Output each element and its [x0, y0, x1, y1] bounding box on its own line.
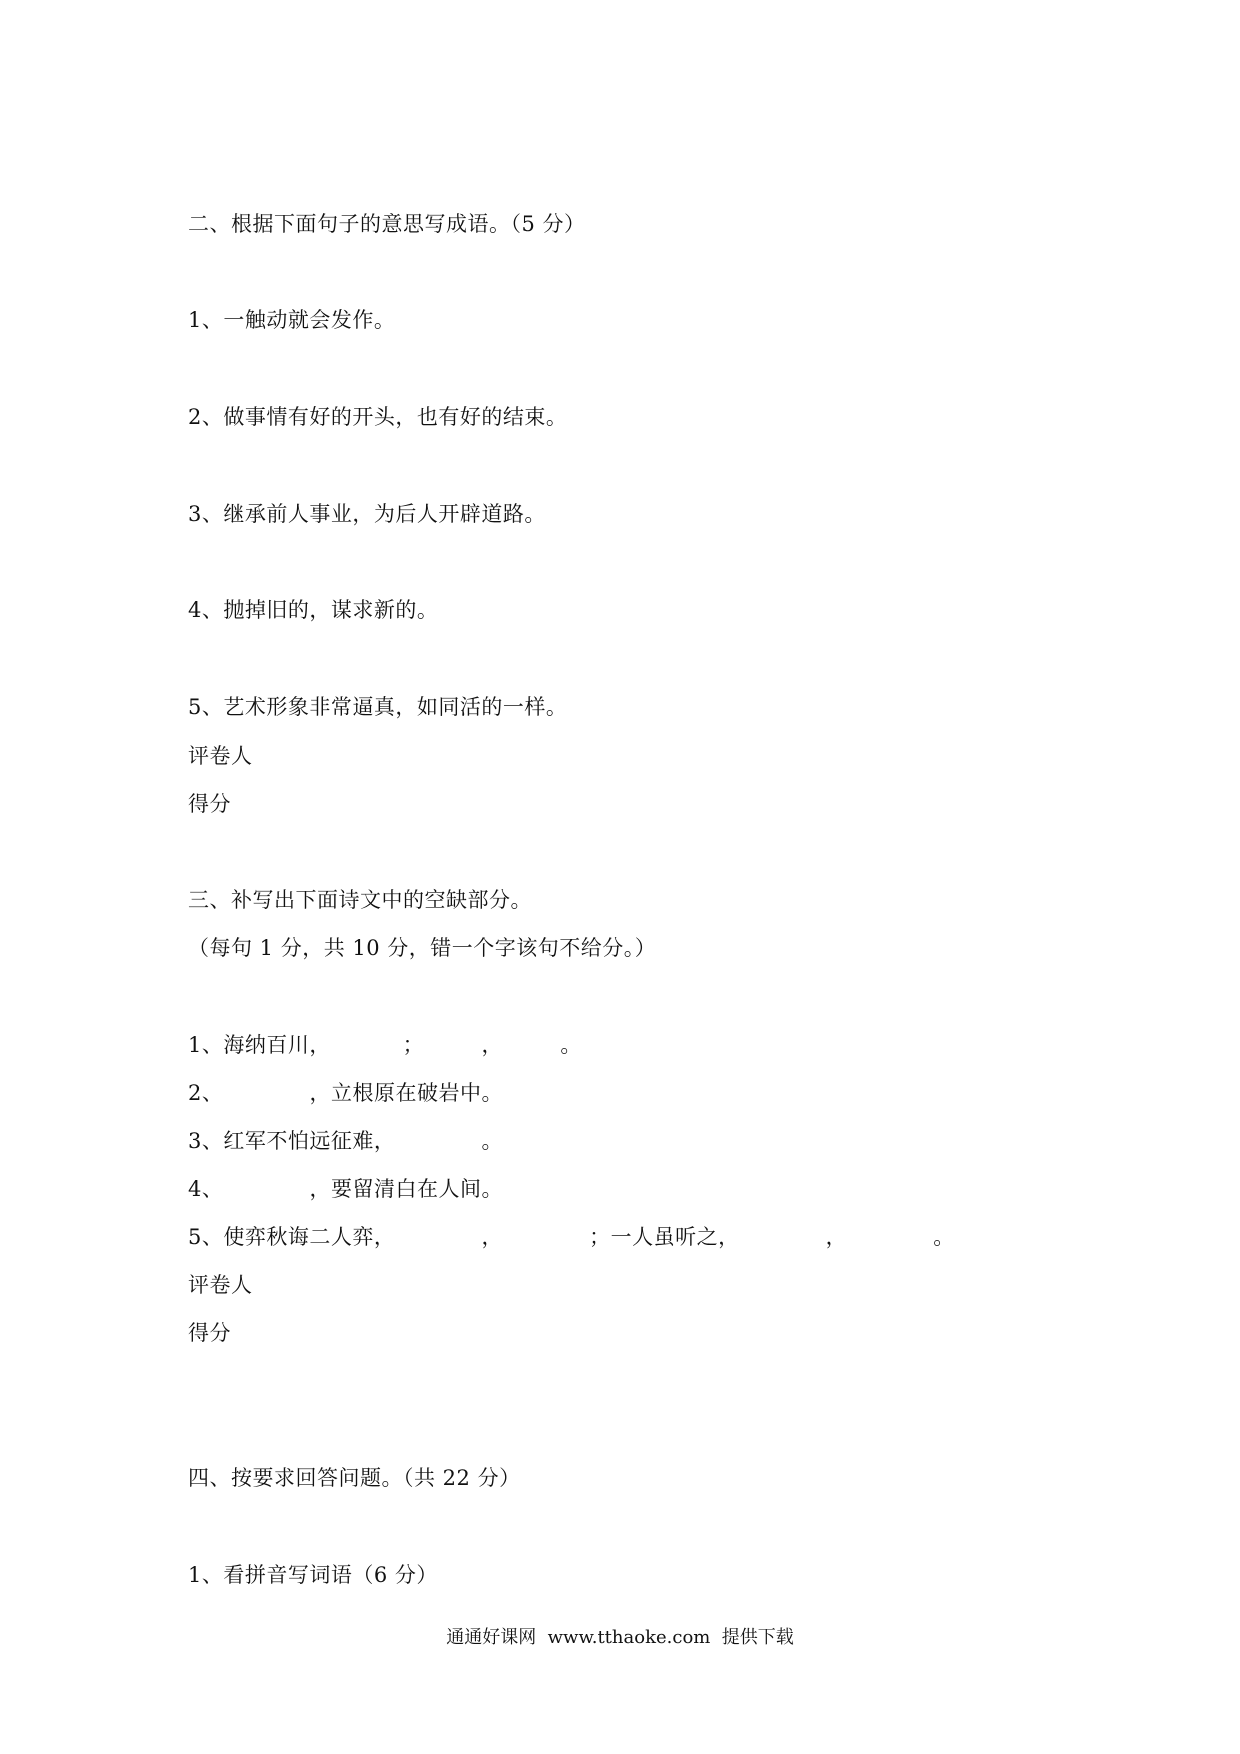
section-2-item-2: 2、做事情有好的开头，也有好的结束。: [188, 405, 568, 429]
section-2-item-3: 3、继承前人事业，为后人开辟道路。: [188, 502, 546, 526]
section-3-item-4: 4、 ，要留清白在人间。: [188, 1177, 503, 1201]
section-3-item-5: 5、使弈秋诲二人弈， ， ；一人虽听之， ， 。: [188, 1225, 955, 1249]
section-2-item-1: 1、一触动就会发作。: [188, 308, 396, 332]
section-4-item-1: 1、看拼音写词语（6 分）: [188, 1563, 438, 1587]
footer-download-notice: 通通好课网 www.tthaoke.com 提供下载: [446, 1627, 794, 1648]
section-3-score-label: 得分: [188, 1321, 231, 1345]
section-3-item-3: 3、红军不怕远征难， 。: [188, 1129, 503, 1153]
section-2-heading: 二、根据下面句子的意思写成语。（5 分）: [188, 212, 586, 236]
section-3-note: （每句 1 分，共 10 分，错一个字该句不给分。）: [188, 936, 657, 960]
section-3-grader-label: 评卷人: [188, 1273, 253, 1297]
section-2-score-label: 得分: [188, 792, 231, 816]
section-4-heading: 四、按要求回答问题。（共 22 分）: [188, 1466, 521, 1490]
section-2-item-4: 4、抛掉旧的，谋求新的。: [188, 598, 439, 622]
section-3-heading: 三、补写出下面诗文中的空缺部分。: [188, 888, 532, 912]
section-3-item-2: 2、 ，立根原在破岩中。: [188, 1081, 503, 1105]
section-2-item-5: 5、艺术形象非常逼真，如同活的一样。: [188, 695, 568, 719]
section-2-grader-label: 评卷人: [188, 744, 253, 768]
section-3-item-1: 1、海纳百川， ； ， 。: [188, 1033, 582, 1057]
